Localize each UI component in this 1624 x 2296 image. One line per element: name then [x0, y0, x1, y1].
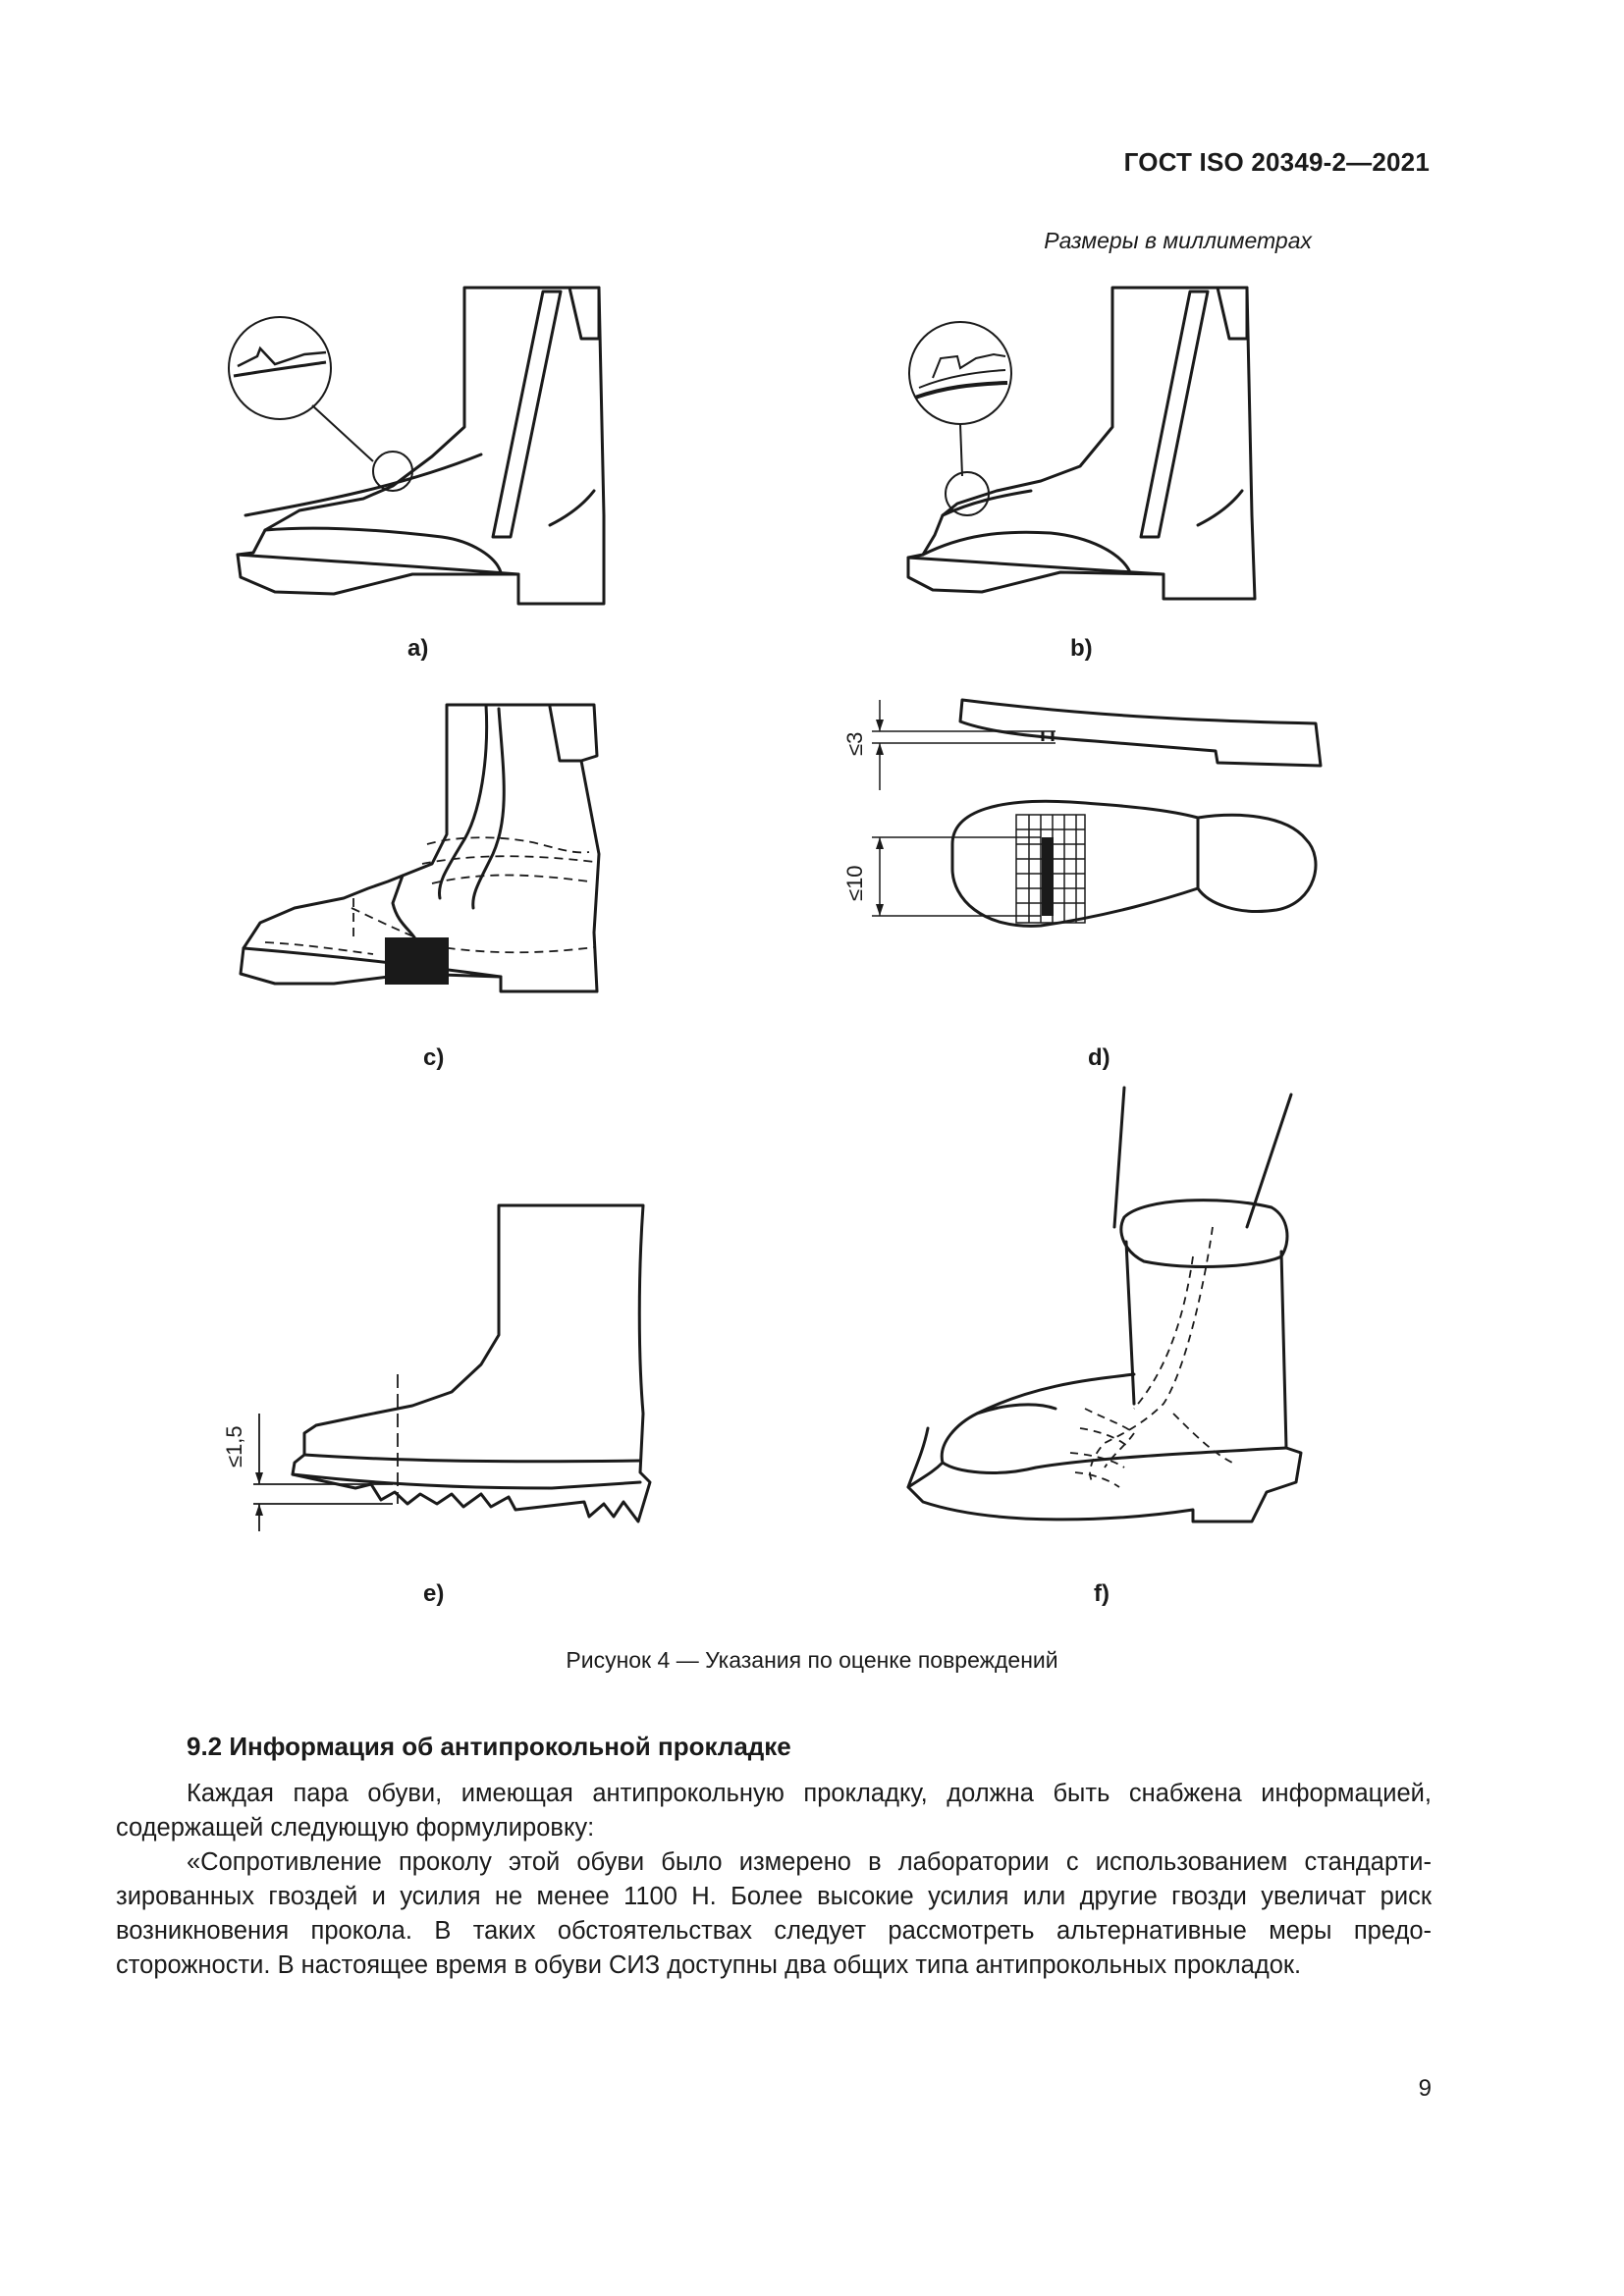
- panel-label-b: b): [1070, 635, 1093, 662]
- dimensions-note: Размеры в миллиметрах: [1044, 228, 1312, 253]
- figure-d-sole-cut-dimensions: [844, 692, 1335, 962]
- dimension-label-depth: ≤1,5: [222, 1425, 246, 1468]
- panel-label-f: f): [1094, 1580, 1110, 1607]
- document-code: ГОСТ ISO 20349-2—2021: [1123, 147, 1430, 177]
- section-title: 9.2 Информация об антипрокольной прокладке: [187, 1732, 791, 1761]
- dimension-label-thickness: ≤3: [842, 731, 867, 756]
- page-number: 9: [1418, 2075, 1432, 2102]
- body-text: [116, 1777, 1432, 1983]
- panel-label-c: c): [423, 1044, 445, 1071]
- paragraph-1: Каждая пара обуви, имеющая антипрокольную прокладку, должна быть снабжена информацией, содержащей следующую формулировку:: [116, 1780, 1432, 1842]
- figure-a-boot-toe-cut: [216, 280, 638, 609]
- figure-f-boot-hand-check: [898, 1080, 1311, 1541]
- panel-label-d: d): [1088, 1044, 1110, 1071]
- dimension-label-width: ≤10: [842, 865, 867, 901]
- panel-label-e: e): [423, 1580, 445, 1607]
- figure-c-boot-burn-area: [236, 697, 609, 1011]
- figure-e-tread-wear: [245, 1198, 658, 1531]
- figure-caption: Рисунок 4 — Указания по оценке повреждений: [566, 1647, 1058, 1673]
- figure-b-boot-toe-lift: [903, 280, 1326, 609]
- panel-label-a: a): [407, 635, 429, 662]
- paragraph-2: «Сопротивление проколу этой обуви было измерено в лаборатории с использованием стандарти-зированных гвоздей и усилия не менее 1100 Н. Более высокие усилия или другие гвозди увеличат риск возникновения прокола. В таких обстоятельствах следует рассмотреть альтернативные меры предо-сторожности. В настоящее время в обуви СИЗ доступны два общих типа антипрокольных прокладок.: [116, 1848, 1432, 1979]
